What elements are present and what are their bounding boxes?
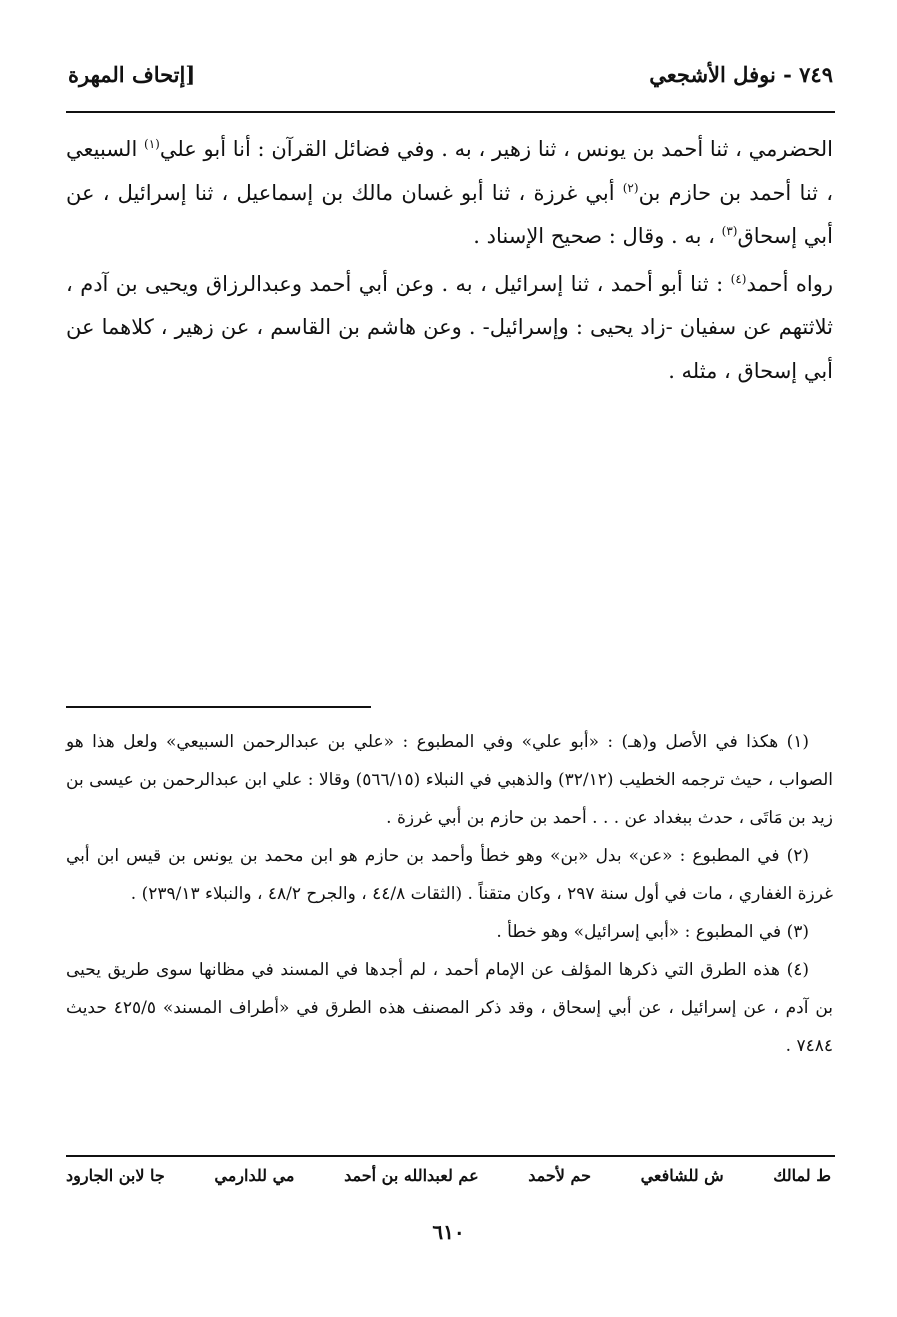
paragraph-2 [66, 263, 833, 394]
header-rule [66, 111, 835, 113]
siglum-darimi: مي للدارمي [214, 1166, 295, 1185]
footnote-4: (٤) هذه الطرق التي ذكرها المؤلف عن الإمام أحمد ، لم أجدها في المسند في مظانها سوى طريق يحيى بن آدم ، عن إسرائيل ، عن أبي إسحاق ، وقد ذكر المصنف هذه الطرق في «أطراف المسند» ٤٢٥/٥ حديث ٧٤٨٤ . [66, 960, 833, 1056]
siglum-malik: ط لمالك [773, 1166, 831, 1185]
footnote-ref-3: (٣) [721, 224, 738, 238]
footnote-separator [66, 706, 371, 708]
sigla-rule [66, 1155, 835, 1157]
chapter-heading: ٧٤٩ - نوفل الأشجعي [649, 62, 833, 87]
text-run: السبيعي ، ثنا أحمد بن حازم بن [66, 137, 833, 205]
text-run: رواه أحمد [746, 271, 833, 296]
footnote-ref-2: (٢) [622, 180, 639, 195]
footnote-3: (٣) في المطبوع : «أبي إسرائيل» وهو خطأ . [496, 922, 809, 942]
siglum-abdullah: عم لعبدالله بن أحمد [344, 1166, 479, 1185]
text-run: الحضرمي ، ثنا أحمد بن يونس ، ثنا زهير ، به . وفي فضائل القرآن : أنا أبو علي [159, 137, 833, 161]
footnote-ref-4: (٤) [730, 271, 747, 286]
footnote-1: (١) هكذا في الأصل و(هـ) : «أبو علي» وفي المطبوع : «علي بن عبدالرحمن السبيعي» ولعل هذا هو الصواب ، حيث ترجمه الخطيب (٣٢/١٢) والذهبي في النبلاء (٥٦٦/١٥) وقالا : علي ابن عبدالرحمن بن عيسى بن زيد بن مَاتَى ، حدث ببغداد عن . . . أحمد بن حازم بن أبي غرزة . [66, 732, 833, 828]
siglum-ibn-jarud: جا لابن الجارود [66, 1166, 165, 1185]
footnote-ref-1: (١) [144, 137, 160, 151]
footnotes [66, 723, 833, 1065]
text-run: : ثنا أبو أحمد ، ثنا إسرائيل ، به . وعن أبي أحمد وعبدالرزاق ويحيى بن آدم ، ثلاثتهم عن سفيان -زاد يحيى : وإسرائيل- . وعن هاشم بن القاسم ، عن زهير ، كلاهما عن أبي إسحاق ، مثله . [66, 271, 833, 383]
sigla-legend [66, 1166, 831, 1185]
text-run: ، به . وقال : صحيح الإسناد . [473, 224, 722, 248]
main-text [66, 128, 833, 393]
book-title: [إتحاف المهرة [68, 62, 196, 87]
paragraph-1 [66, 128, 833, 259]
footnote-2: (٢) في المطبوع : «عن» بدل «بن» وهو خطأ وأحمد بن حازم هو ابن محمد بن يونس بن قيس ابن أبي غرزة الغفاري ، مات في أول سنة ٢٩٧ ، وكان متقناً . (الثقات ٤٤/٨ ، والجرح ٤٨/٢ ، والنبلاء ٢٣٩/١٣) . [66, 846, 833, 904]
siglum-ahmad: حم لأحمد [528, 1166, 591, 1185]
siglum-shafii: ش للشافعي [640, 1166, 724, 1185]
running-header [68, 62, 833, 98]
text-run: أبي غرزة ، ثنا أبو غسان مالك بن إسماعيل ، ثنا إسرائيل ، عن أبي إسحاق [66, 180, 833, 248]
page-number: ٦١٠ [432, 1220, 465, 1244]
